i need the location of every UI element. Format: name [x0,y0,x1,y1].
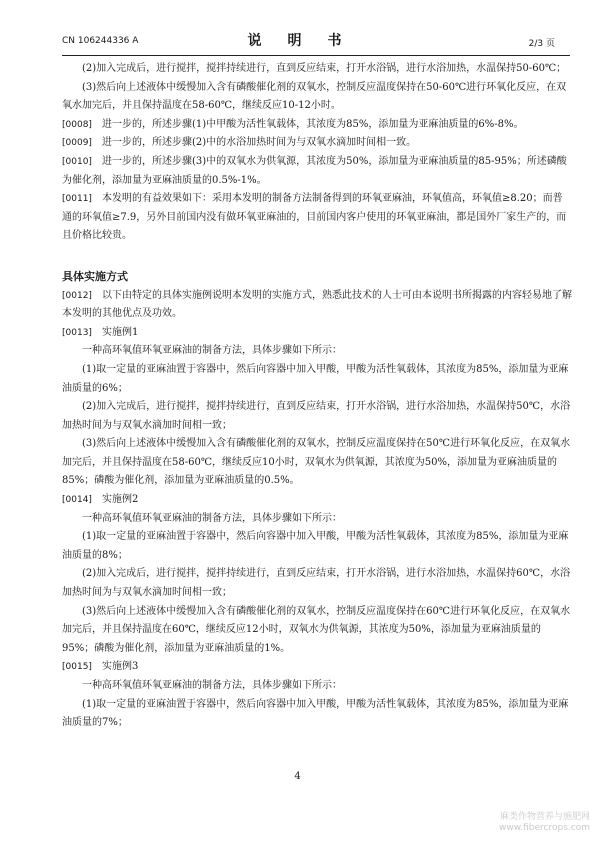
section-gap [62,246,572,268]
paragraph-text: 进一步的，所述步骤(1)中甲酸为活性氧载体，其浓度为85%，添加量为亚麻油质量的6%-8%。 [102,118,524,130]
example-step: (3)然后向上述液体中缓慢加入含有磷酸催化剂的双氧水，控制反应温度保持在60℃进行环氧化反应，在双氧水加完后，并且保持温度在60℃，继续反应12小时，双氧水为供氧源，其浓度为50%，添加量为亚麻油质量的95%；磷酸为催化剂，添加量为亚麻油质量的1%。 [62,605,571,654]
example-step: (1)取一定量的亚麻油置于容器中，然后向容器中加入甲酸，甲酸为活性氧载体，其浓度为85%，添加量为亚麻油质量的7%； [62,698,569,729]
document-title: 说 明 书 [247,33,348,49]
example-step: (1)取一定量的亚麻油置于容器中，然后向容器中加入甲酸，甲酸为活性氧载体，其浓度为85%，添加量为亚麻油质量的6%； [62,363,569,394]
paragraph-number: [0010] [62,156,92,167]
example-1-heading [62,324,572,343]
numbered-paragraph-0010 [62,153,572,190]
paragraph-number: [0013] [62,327,92,338]
example-intro: 一种高环氧值环氧亚麻油的制备方法，具体步骤如下所示： [82,512,342,524]
paragraph-number: [0014] [62,495,92,506]
example-step: (3)然后向上述液体中缓慢加入含有磷酸催化剂的双氧水，控制反应温度保持在50℃进行环氧化反应，在双氧水加完后，并且保持温度在58-60℃，继续反应10小时，双氧水为供氧源，其浓度为50%，添加量为亚麻油质量的85%；磷酸为催化剂，添加量为亚麻油质量的0.5%。 [62,438,571,487]
page-of: 2/3 页 [528,39,555,49]
numbered-paragraph-0012 [62,287,572,324]
document-number: CN 106244336 A [62,36,139,46]
watermark [470,812,590,834]
page-number: 4 [294,771,301,782]
paragraph-number: [0011] [62,194,92,205]
example-2-heading [62,491,572,510]
example-title: 实施例1 [102,326,139,338]
example-step: (1)取一定量的亚麻油置于容器中，然后向容器中加入甲酸，甲酸为活性氧载体，其浓度为85%，添加量为亚麻油质量的8%； [62,531,569,561]
page-header [0,30,595,50]
example-title: 实施例2 [102,494,139,506]
document-body [62,60,572,733]
paragraph-text: 进一步的，所述步骤(2)中的水浴加热时间为与双氧水滴加时间相一致。 [102,137,417,149]
paragraph: (3)然后向上述液体中缓慢加入含有磷酸催化剂的双氧水，控制反应温度保持在50-60℃进行环氧化反应，在双氧水加完后，并且保持温度在58-60℃，继续反应10-12小时。 [62,81,567,112]
numbered-paragraph-0008 [62,116,572,135]
paragraph-text: 本发明的有益效果如下：采用本发明的制备方法制备得到的环氧亚麻油，环氧值高，环氧值≥8.20；而普通的环氧值≥7.9，另外目前国内没有做环氧亚麻油的，目前国内客户使用的环氧亚麻油，都是国外厂家生产的，而且价格比较贵。 [62,193,567,242]
watermark-line: 麻类作物营养与施肥网 [499,812,590,822]
paragraph-number: [0008] [62,119,92,130]
section-title: 具体实施方式 [62,269,128,283]
paragraph-number: [0009] [62,138,92,149]
header-rule [62,55,570,56]
watermark-url: www.fibercrops.com [499,823,590,833]
paragraph-text: 以下由特定的具体实施例说明本发明的实施方式，熟悉此技术的人士可由本说明书所揭露的内容轻易地了解本发明的其他优点及功效。 [62,289,572,320]
example-3-heading [62,658,572,677]
paragraph-number: [0012] [62,290,92,301]
numbered-paragraph-0009 [62,134,572,153]
example-intro: 一种高环氧值环氧亚麻油的制备方法，具体步骤如下所示： [82,680,342,691]
paragraph-number: [0015] [62,662,92,673]
numbered-paragraph-0011 [62,190,572,246]
paragraph-text: 进一步的，所述步骤(3)中的双氧水为供氧源，其浓度为50%，添加量为亚麻油质量的85-95%；所述磷酸为催化剂，添加量为亚麻油质量的0.5%-1%。 [62,155,567,186]
example-step: (2)加入完成后，进行搅拌，搅拌持续进行，直到反应结束，打开水浴锅，进行水浴加热，水温保持60℃，水浴加热时间为与双氧水滴加时间相一致； [62,568,571,599]
example-title: 实施例3 [102,661,139,673]
example-intro: 一种高环氧值环氧亚麻油的制备方法，具体步骤如下所示： [82,345,342,357]
example-step: (2)加入完成后，进行搅拌，搅拌持续进行，直到反应结束，打开水浴锅，进行水浴加热，水温保持50℃，水浴加热时间为与双氧水滴加时间相一致； [62,401,571,431]
paragraph: (2)加入完成后，进行搅拌，搅拌持续进行，直到反应结束，打开水浴锅，进行水浴加热，水温保持50-60℃； [82,63,567,74]
